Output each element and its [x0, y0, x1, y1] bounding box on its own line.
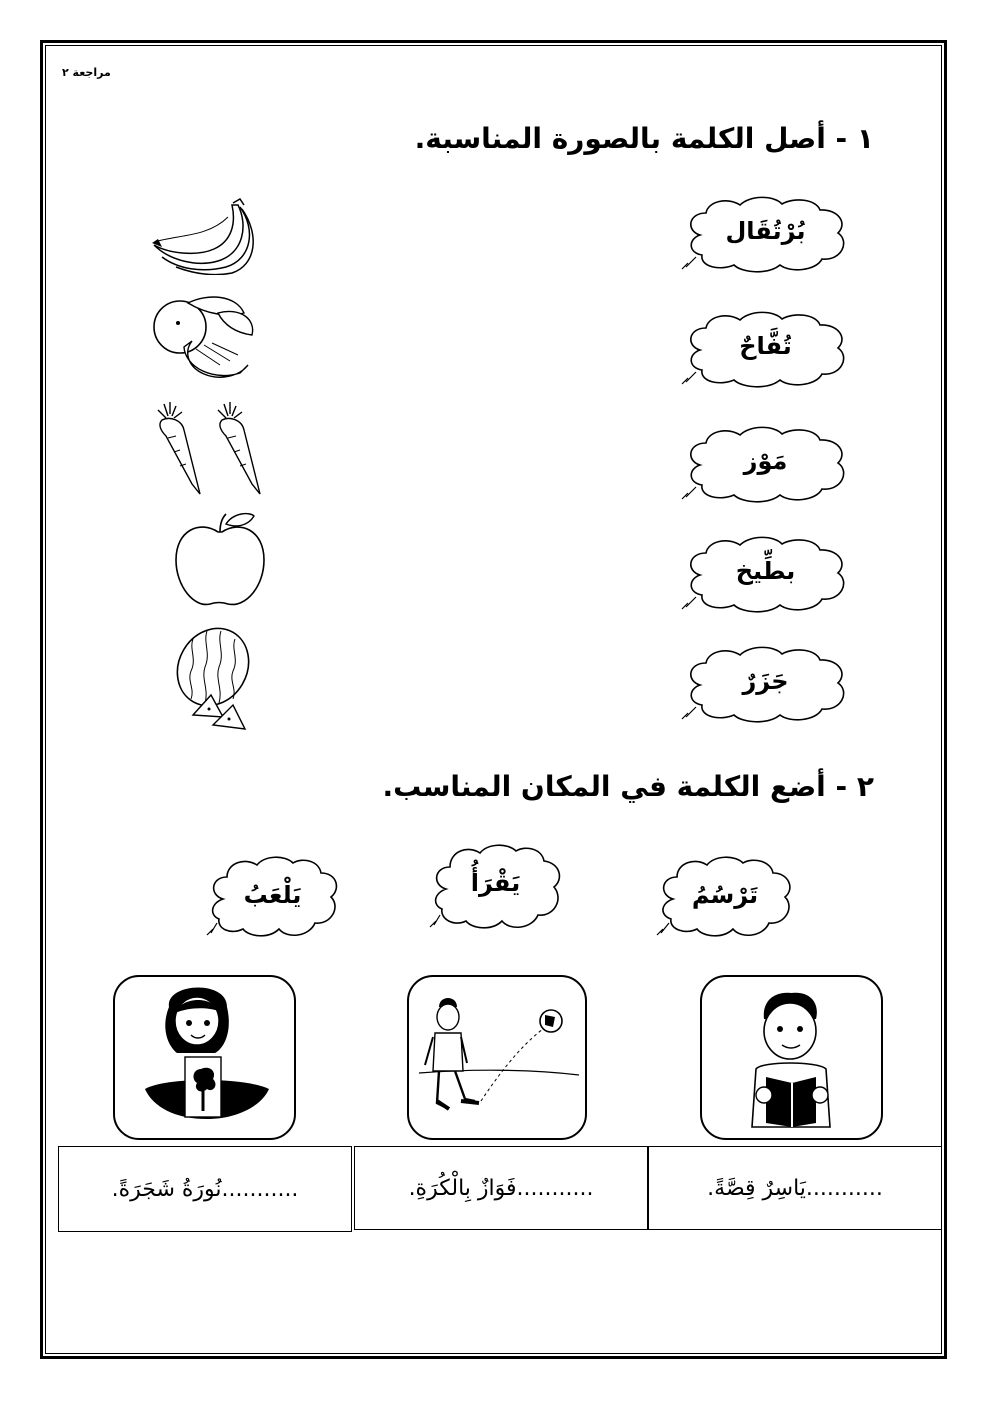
word-label: جَزَرٌ — [742, 667, 789, 695]
watermelon-icon[interactable] — [163, 625, 258, 733]
orange-icon[interactable] — [148, 295, 263, 380]
girl-drawing-icon — [115, 977, 294, 1138]
section2-title: ٢ - أضع الكلمة في المكان المناسب. — [382, 770, 874, 803]
sentence-box[interactable]: ...........نُورَةُ شَجَرَةً. — [58, 1146, 352, 1232]
word-label: تَرْسُمُ — [691, 881, 759, 909]
page-label: مراجعة ٢ — [62, 66, 111, 79]
word-label: يَلْعَبُ — [243, 881, 302, 909]
word-cloud[interactable] — [678, 310, 853, 390]
word-label: يَقْرَأُ — [470, 869, 521, 897]
word-cloud[interactable] — [678, 425, 853, 505]
picture-card[interactable] — [407, 975, 587, 1140]
word-cloud[interactable] — [655, 855, 795, 940]
banana-icon[interactable] — [148, 195, 263, 275]
sentence-box[interactable]: ...........يَاسِرٌ قِصَّةً. — [648, 1146, 942, 1230]
boy-reading-icon — [702, 977, 881, 1138]
word-label: بُرْتُقَال — [725, 217, 806, 245]
word-label: بطِّيخ — [735, 557, 796, 585]
word-cloud[interactable] — [678, 645, 853, 725]
boy-playing-ball-icon — [409, 977, 585, 1138]
apple-icon[interactable] — [170, 510, 270, 610]
picture-card[interactable] — [700, 975, 883, 1140]
word-cloud[interactable] — [428, 843, 563, 933]
picture-card[interactable] — [113, 975, 296, 1140]
word-cloud[interactable] — [678, 535, 853, 615]
word-cloud[interactable] — [678, 195, 853, 275]
carrot-icon[interactable] — [140, 400, 265, 500]
sentence-box[interactable]: ...........فَوَازٌ بِالْكُرَةِ. — [354, 1146, 648, 1230]
word-cloud[interactable] — [205, 855, 340, 940]
section1-title: ١ - أصل الكلمة بالصورة المناسبة. — [414, 122, 874, 155]
word-label: مَوْز — [743, 447, 788, 475]
word-label: تُفَّاحٌ — [739, 332, 792, 360]
